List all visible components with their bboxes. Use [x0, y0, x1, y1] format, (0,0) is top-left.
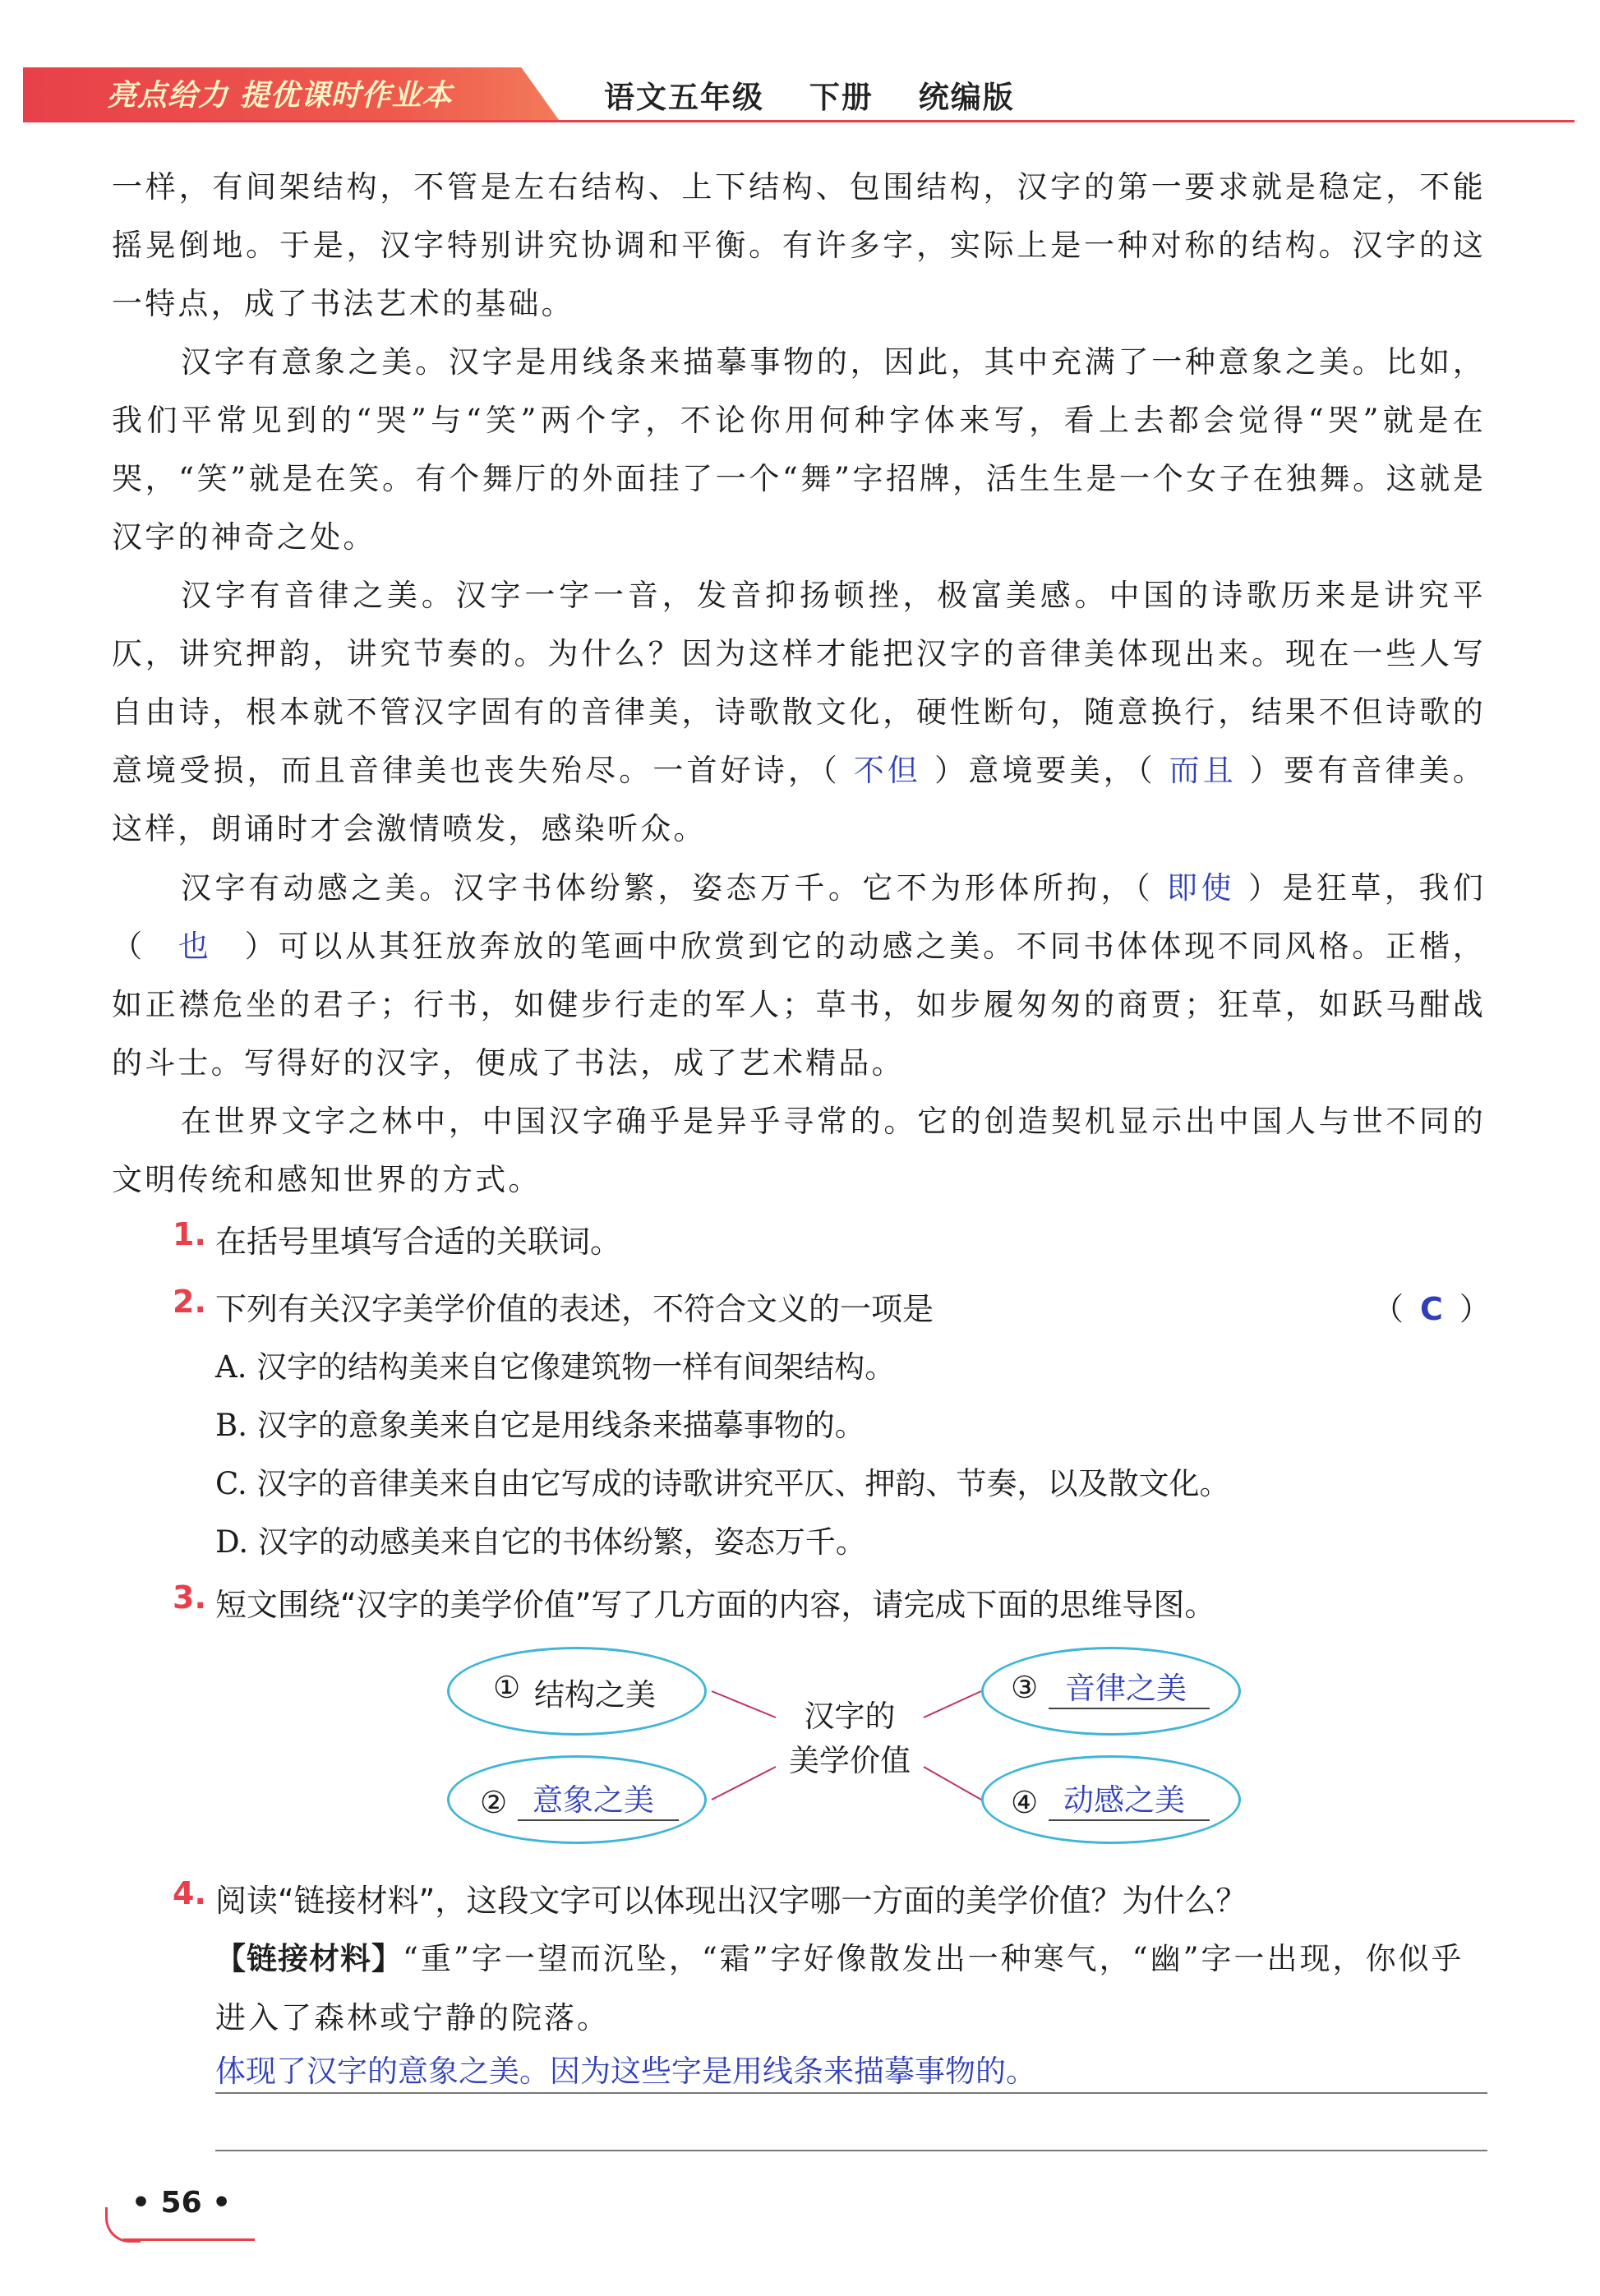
question-4-text: 阅读“链接材料”，这段文字可以体现出汉字哪一方面的美学价值？为什么？: [215, 1883, 1247, 1919]
paren-open: （: [1372, 1291, 1404, 1327]
fill-answer-erqie: 而且: [1169, 753, 1237, 788]
page-number-rule: [123, 2238, 255, 2241]
node-1-text: 结构之美: [534, 1677, 656, 1713]
connector-3: [924, 1691, 981, 1717]
node-2-number: ②: [480, 1785, 508, 1820]
question-4-answer: 体现了汉字的意象之美。因为这些字是用线条来描摹事物的。: [215, 2054, 1036, 2089]
paren-close: ）: [1459, 1291, 1491, 1327]
center-line-1: 汉字的: [804, 1699, 896, 1734]
header-brand: 亮点给力 提优课时作业本: [107, 79, 453, 113]
node-4-answer: 动感之美: [1063, 1782, 1185, 1818]
passage-text: ）可以从其狂放奔放的笔画中欣赏到它的动感之美。不同书体体现不同风格。正楷，如正襟危坐的君子；行书，如健步行走的军人；草书，如步履匆匆的商贾；狂草，如跃马酣战的斗士。写得好的汉字，便成了书法，成了艺术精品。: [112, 929, 1486, 1081]
answer-line-1: [215, 2092, 1487, 2094]
node-3-answer-line: [1049, 1708, 1210, 1709]
option-c: C. 汉字的音律美来自由它写成的诗歌讲究平仄、押韵、节奏，以及散文化。: [215, 1466, 1230, 1501]
connector-4: [924, 1767, 981, 1800]
center-line-2: 美学价值: [789, 1743, 911, 1778]
header-edition: 统编版: [918, 80, 1015, 115]
question-2-number: 2.: [173, 1284, 206, 1320]
node-1-number: ①: [493, 1670, 521, 1705]
passage-text: 汉字有音律之美。汉字一字一音，发音抑扬顿挫，极富美感。中国的诗歌历来是讲究平仄，讲究押韵，讲究节奏的。为什么？因为这样才能把汉字的音律美体现出来。现在一些人写自由诗，根本就不管汉字固有的音律美，诗歌散文化，硬性断句，随意换行，结果不但诗歌的意境受损，而且音律美也丧失殆尽。一首好诗，（: [112, 578, 1486, 788]
fill-answer-budan: 不但: [853, 753, 922, 788]
option-b: B. 汉字的意象美来自它是用线条来描摹事物的。: [215, 1408, 865, 1443]
link-material: [215, 1929, 1487, 2048]
header-subject: 语文五年级: [604, 80, 764, 115]
option-a: A. 汉字的结构美来自它像建筑物一样有间架结构。: [215, 1349, 896, 1385]
node-3-number: ③: [1011, 1670, 1039, 1705]
answer-line-2: [215, 2150, 1487, 2151]
node-2-answer-line: [518, 1819, 679, 1821]
connector-2: [712, 1767, 776, 1800]
node-4-answer-line: [1049, 1819, 1210, 1821]
fill-answer-jishi: 即使: [1167, 870, 1235, 906]
passage-text: ）是狂草，我们（: [112, 870, 1486, 964]
node-2-answer: 意象之美: [533, 1782, 654, 1818]
node-3-answer: 音律之美: [1065, 1671, 1187, 1706]
question-1-number: 1.: [173, 1216, 206, 1252]
passage-text: ）意境要美，（: [934, 753, 1156, 788]
node-4-number: ④: [1011, 1785, 1039, 1820]
passage-paragraph-5: 在世界文字之林中，中国汉字确乎是异乎寻常的。它的创造契机显示出中国人与世不同的文明传统和感知世界的方式。: [112, 1104, 1486, 1197]
fill-answer-ye: 也: [178, 929, 212, 964]
question-4-number: 4.: [173, 1875, 206, 1911]
passage-paragraph-2: 汉字有意象之美。汉字是用线条来描摹事物的，因此，其中充满了一种意象之美。比如，我们平常见到的“哭”与“笑”两个字，不论你用何种字体来写，看上去都会觉得“哭”就是在哭，“笑”就是在笑。有个舞厅的外面挂了一个“舞”字招牌，活生生是一个女子在独舞。这就是汉字的神奇之处。: [112, 344, 1486, 555]
question-2-text: 下列有关汉字美学价值的表述，不符合文义的一项是: [215, 1291, 934, 1327]
passage-text: 汉字有动感之美。汉字书体纷繁，姿态万千。它不为形体所拘，（: [181, 870, 1155, 906]
question-1-text: 在括号里填写合适的关联词。: [215, 1224, 622, 1260]
question-2-answer: C: [1420, 1291, 1443, 1327]
passage-text: ）要有音律美。这样，朗诵时才会激情喷发，感染听众。: [112, 753, 1486, 846]
question-3-text: 短文围绕“汉字的美学价值”写了几方面的内容，请完成下面的思维导图。: [215, 1587, 1216, 1623]
question-3-number: 3.: [173, 1579, 206, 1616]
option-d: D. 汉字的动感美来自它的书体纷繁，姿态万千。: [215, 1524, 866, 1560]
passage-paragraph-1: 一样，有间架结构，不管是左右结构、上下结构、包围结构，汉字的第一要求就是稳定，不能摇晃倒地。于是，汉字特别讲究协调和平衡。有许多字，实际上是一种对称的结构。汉字的这一特点，成了书法艺术的基础。: [112, 169, 1486, 321]
mind-map-center: [776, 1694, 924, 1783]
header-volume: 下册: [809, 80, 874, 115]
link-material-label: 【链接材料】: [215, 1941, 403, 1976]
link-material-text: “重”字一望而沉坠，“霜”字好像散发出一种寒气，“幽”字一出现，你似乎进入了森林或宁静的院落。: [215, 1941, 1464, 2036]
page-number: • 56 •: [131, 2186, 232, 2220]
connector-1: [712, 1691, 776, 1717]
